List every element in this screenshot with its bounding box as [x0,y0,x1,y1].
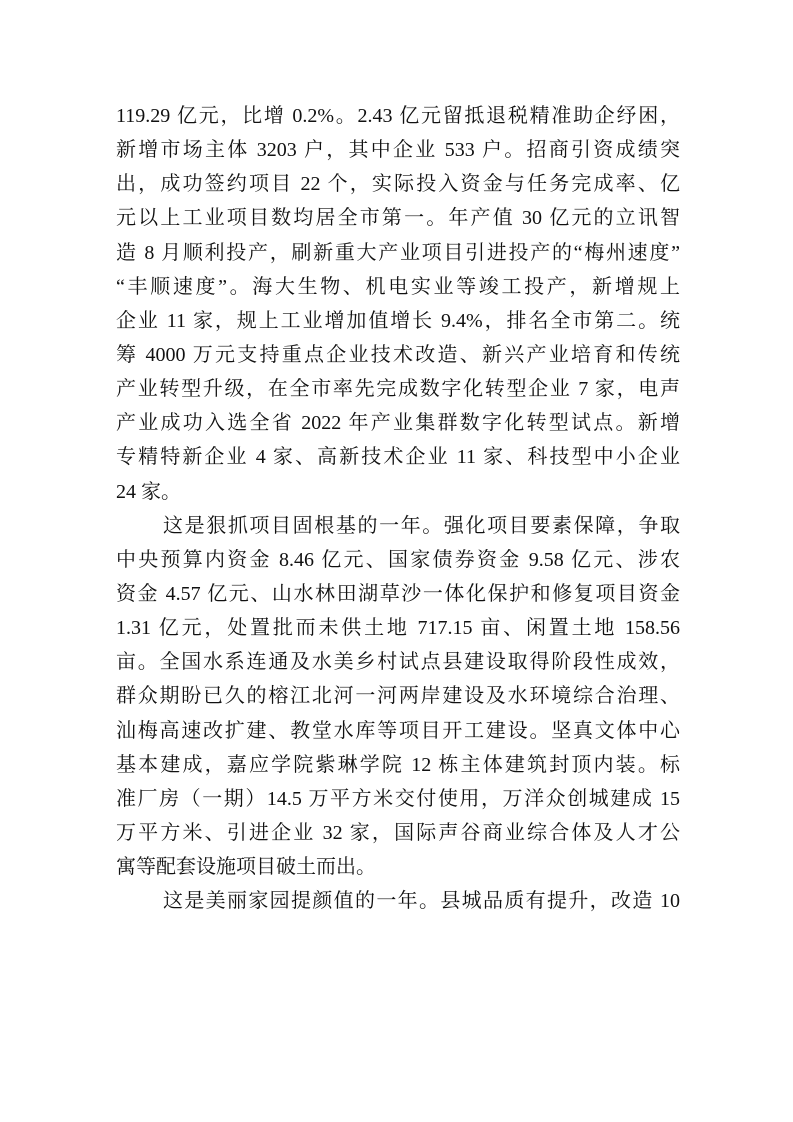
text-line: 新增市场主体 3203 户，其中企业 533 户。招商引资成绩突 [116,139,680,162]
text-line: 中央预算内资金 8.46 亿元、国家债券资金 9.58 亿元、涉农 [116,548,680,571]
text-line: 企业 11 家，规上工业增加值增长 9.4%，排名全市第二。统 [116,309,680,332]
text-line: 汕梅高速改扩建、教堂水库等项目开工建设。坚真文体中心 [116,719,680,742]
text-line: 寓等配套设施项目破土而出。 [116,856,376,879]
text-line: 产业成功入选全省 2022 年产业集群数字化转型试点。新增 [116,412,680,435]
text-line: 24 家。 [116,480,181,503]
text-line: 资金 4.57 亿元、山水林田湖草沙一体化保护和修复项目资金 [116,582,680,605]
text-line: 这是美丽家园提颜值的一年。县城品质有提升，改造 10 [163,890,680,913]
text-line: 产业转型升级，在全市率先完成数字化转型企业 7 家，电声 [116,378,680,401]
text-line: “丰顺速度”。海大生物、机电实业等竣工投产，新增规上 [116,275,680,298]
text-line: 专精特新企业 4 家、高新技术企业 11 家、科技型中小企业 [116,446,680,469]
text-line: 造 8 月顺利投产，刷新重大产业项目引进投产的“梅州速度” [116,241,680,264]
text-line: 这是狠抓项目固根基的一年。强化项目要素保障，争取 [163,514,680,537]
paragraph-2 [116,509,680,885]
text-line: 基本建成，嘉应学院紫琳学院 12 栋主体建筑封顶内装。标 [116,753,680,776]
text-line: 亩。全国水系连通及水美乡村试点县建设取得阶段性成效， [116,651,680,674]
text-line: 出，成功签约项目 22 个，实际投入资金与任务完成率、亿 [116,173,680,196]
text-line: 119.29 亿元，比增 0.2%。2.43 亿元留抵退税精准助企纾困， [116,105,680,127]
text-line: 筹 4000 万元支持重点企业技术改造、新兴产业培育和传统 [116,343,680,366]
paragraph-1 [116,99,680,509]
text-line: 1.31 亿元，处置批而未供土地 717.15 亩、闲置土地 158.56 [116,617,680,640]
document-page [116,99,680,918]
text-line: 群众期盼已久的榕江北河一河两岸建设及水环境综合治理、 [116,685,680,708]
text-line: 准厂房（一期）14.5 万平方米交付使用，万洋众创城建成 15 [116,787,680,810]
text-line: 万平方米、引进企业 32 家，国际声谷商业综合体及人才公 [116,821,680,844]
paragraph-3 [116,884,680,918]
text-line: 元以上工业项目数均居全市第一。年产值 30 亿元的立讯智 [116,207,680,230]
